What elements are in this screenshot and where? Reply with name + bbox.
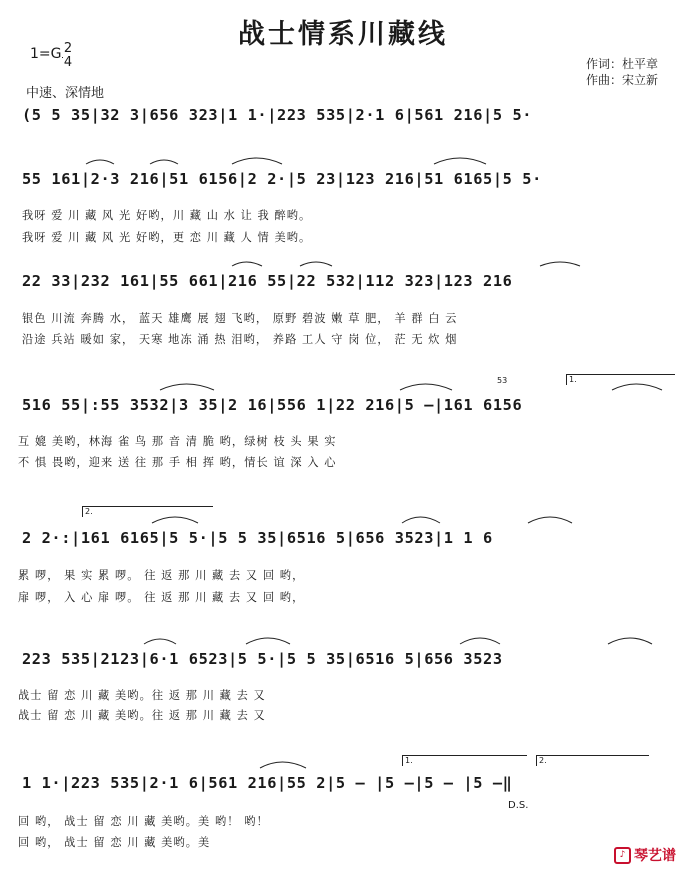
slur: [300, 262, 332, 266]
slur: [232, 158, 282, 164]
slur: [460, 638, 500, 644]
key-signature: 1=G: [30, 46, 62, 62]
slur: [434, 158, 486, 164]
tempo-marking: 中速、深情地: [26, 86, 105, 101]
slur: [612, 384, 662, 390]
grace-note: 53: [497, 376, 508, 385]
slur: [400, 384, 452, 390]
lyrics-row-4-verse-1: 互 媲 美哟，林海 雀 鸟 那 音 清 脆 哟，绿树 枝 头 果 实: [18, 435, 337, 448]
volta-1-label-b: 1.: [405, 756, 413, 765]
lyrics-row-7-verse-1: 回 哟， 战士 留 恋 川 藏 美哟。美 哟！ 哟！: [18, 815, 269, 828]
slur: [86, 160, 114, 164]
slur: [528, 517, 572, 523]
notation-row-6: 223 535|2123|6·1 6523|5 5·|5 5 35|6516 5|656 3523: [22, 650, 503, 668]
slur: [152, 517, 198, 523]
lyrics-row-7-verse-2: 回 哟， 战士 留 恋 川 藏 美哟。美: [18, 836, 211, 849]
notation-row-7: 1 1·|223 535|2·1 6|561 216|55 2|5 — |5 —|5 — |5 —‖: [22, 774, 513, 792]
slur: [402, 517, 440, 523]
notation-row-1: (5 5 35|32 3|656 323|1 1·|223 535|2·1 6|561 216|5 5·: [22, 106, 533, 124]
slur: [160, 384, 214, 390]
slur: [232, 262, 262, 266]
lyrics-row-3-verse-2: 沿途 兵站 暖如 家， 天寒 地冻 涌 热 泪哟， 养路 工人 守 岗 位， 茫 无 炊 烟: [22, 333, 458, 346]
notation-row-5: 2 2·:|161 6165|5 5·|5 5 35|6516 5|656 3523|1 1 6: [22, 529, 493, 547]
dal-segno-marking: D.S.: [508, 800, 529, 811]
notation-row-4: 516 55|:55 3532|3 35|2 16|556 1|22 216|5 —|161 6156: [22, 396, 523, 414]
slur: [246, 638, 290, 644]
lyrics-row-4-verse-2: 不 惧 畏哟，迎来 送 往 那 手 相 挥 哟，情长 谊 深 入 心: [18, 456, 337, 469]
lyrics-row-2-verse-2: 我呀 爱 川 藏 风 光 好哟，更 恋 川 藏 人 情 美哟。: [22, 231, 312, 244]
volta-1-label: 1.: [569, 375, 577, 384]
lyrics-row-5-verse-1: 累 啰， 果 实 累 啰。 往 返 那 川 藏 去 又 回 哟，: [18, 569, 305, 582]
notation-row-2: 55 161|2·3 216|51 6156|2 2·|5 23|123 216|51 6165|5 5·: [22, 170, 542, 188]
slur: [540, 262, 580, 266]
time-signature-bottom: 4: [63, 55, 73, 70]
slur: [260, 762, 306, 768]
volta-2-label: 2.: [85, 507, 93, 516]
composer: 作曲：宋立新: [585, 73, 658, 87]
slur: [144, 639, 176, 644]
lyrics-row-6-verse-1: 战士 留 恋 川 藏 美哟。往 返 那 川 藏 去 又: [18, 689, 266, 702]
slur: [150, 160, 178, 164]
lyrics-row-5-verse-2: 扉 啰， 入 心 扉 啰。 往 返 那 川 藏 去 又 回 哟，: [18, 591, 305, 604]
lyrics-row-2-verse-1: 我呀 爱 川 藏 风 光 好哟，川 藏 山 水 让 我 醉哟。: [22, 209, 312, 222]
watermark-logo: [614, 845, 676, 865]
lyricist: 作词：杜平章: [585, 57, 658, 71]
lyrics-row-3-verse-1: 银色 川流 奔腾 水， 蓝天 雄鹰 展 翅 飞哟， 原野 碧波 嫩 草 肥， 羊 群 白 云: [22, 312, 458, 325]
watermark-text: 琴艺谱: [634, 848, 676, 864]
time-signature-top: 2: [63, 41, 73, 56]
volta-2-label-b: 2.: [539, 756, 547, 765]
lyrics-row-6-verse-2: 战士 留 恋 川 藏 美哟。往 返 那 川 藏 去 又: [18, 709, 266, 722]
notation-row-3: 22 33|232 161|55 661|216 55|22 532|112 323|123 216: [22, 272, 513, 290]
page-title: 战士情系川藏线: [238, 19, 448, 50]
slur: [608, 638, 652, 644]
logo-icon: ♪: [614, 847, 631, 864]
